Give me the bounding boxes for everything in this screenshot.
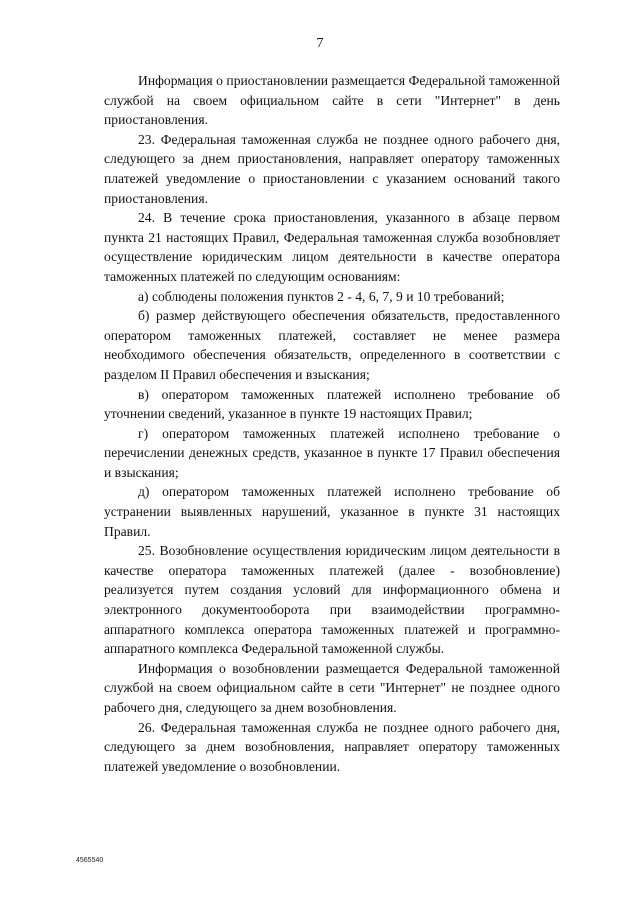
document-body bbox=[104, 71, 560, 776]
paragraph-item-24-a: а) соблюдены положения пунктов 2 - 4, 6, 7, 9 и 10 требований; bbox=[138, 288, 505, 304]
paragraph-item-26: 26. Федеральная таможенная служба не позднее одного рабочего дня, следующего за днем возобновления, направляет оператору таможенных платежей уведомление о возобновлении. bbox=[104, 719, 560, 774]
paragraph-item-24-v: в) оператором таможенных платежей исполнено требование об уточнении сведений, указанное в пункте 19 настоящих Правил; bbox=[104, 386, 560, 422]
paragraph-info-resumption: Информация о возобновлении размещается Федеральной таможенной службой на своем официальном сайте в сети "Интернет" не позднее одного рабочего дня, следующего за днем возобновления. bbox=[104, 660, 560, 715]
paragraph-info-suspension: Информация о приостановлении размещается Федеральной таможенной службой на своем официальном сайте в сети "Интернет" в день приостановления. bbox=[104, 73, 560, 128]
document-code: 4565540 bbox=[76, 857, 104, 864]
paragraph-item-24-g: г) оператором таможенных платежей исполнено требование о перечислении денежных средств, указанное в пункте 17 Правил обеспечения и взыскания; bbox=[104, 425, 560, 480]
paragraph-item-24-d: д) оператором таможенных платежей исполнено требование об устранении выявленных нарушений, указанное в пункте 31 настоящих Правил. bbox=[104, 484, 560, 539]
paragraph-item-24: 24. В течение срока приостановления, указанного в абзаце первом пункта 21 настоящих Правил, Федеральная таможенная служба возобновляет осуществление юридическим лицом деятельности в качестве оператора таможенных платежей по следующим основаниям: bbox=[104, 210, 560, 284]
paragraph-item-23: 23. Федеральная таможенная служба не позднее одного рабочего дня, следующего за днем приостановления, направляет оператору таможенных платежей уведомление о приостановлении с указанием оснований такого приостановления. bbox=[104, 131, 560, 206]
paragraph-item-25: 25. Возобновление осуществления юридическим лицом деятельности в качестве оператора таможенных платежей (далее - возобновление) реализуется путем создания условий для информационного обмена и электронного документооборота при взаимодействии программно-аппаратного комплекса оператора таможенных платежей и программно-аппаратного комплекса Федеральной таможенной службы. bbox=[104, 543, 560, 657]
paragraph-item-24-b: б) размер действующего обеспечения обязательств, предоставленного оператором таможенных платежей, составляет не менее размера необходимого обеспечения обязательств, определенного в соответствии с разделом II Правил обеспечения и взыскания; bbox=[104, 308, 560, 382]
page-number: 7 bbox=[316, 36, 324, 51]
